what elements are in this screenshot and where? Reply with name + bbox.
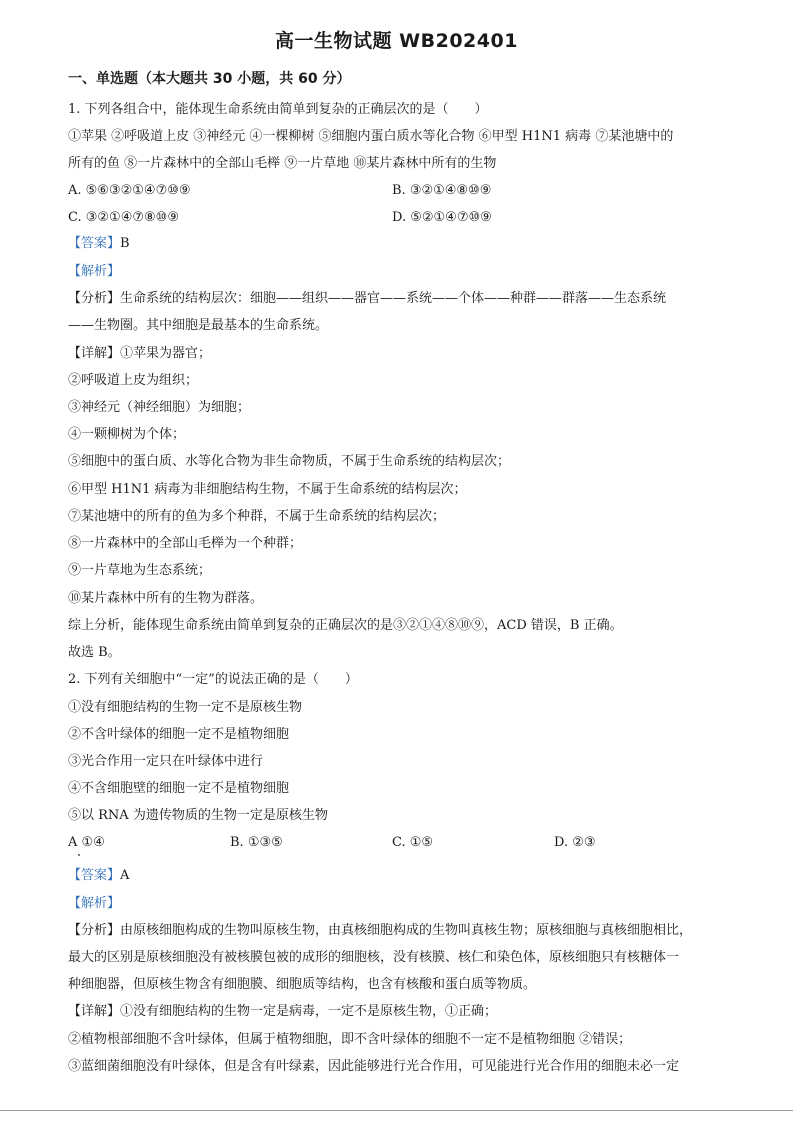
q1-items-line1: ①苹果 ②呼吸道上皮 ③神经元 ④一棵柳树 ⑤细胞内蛋白质水等化合物 ⑥甲型 H1N1 病毒 ⑦某池塘中的: [68, 129, 674, 144]
q1-option-c: C. ③②①④⑦⑧⑩⑨: [68, 210, 179, 225]
q1-detail-line: ⑦某池塘中的所有的鱼为多个种群，不属于生命系统的结构层次；: [68, 509, 446, 524]
q1-detail-line: ③神经元（神经细胞）为细胞；: [68, 400, 251, 415]
q1-option-d: D. ⑤②①④⑦⑩⑨: [392, 210, 492, 225]
q1-option-b: B. ③②①④⑧⑩⑨: [392, 183, 492, 198]
q1-fenxi: [68, 290, 728, 308]
detail-tag: 【详解】: [68, 346, 121, 361]
answer-value: B: [120, 236, 130, 251]
q1-analysis-tag: 【解析】: [68, 264, 121, 279]
q2-analysis-tag: 【解析】: [68, 896, 121, 911]
q2-option-a: A ①④: [68, 835, 105, 850]
q1-detail-line: ⑤细胞中的蛋白质、水等化合物为非生命物质，不属于生命系统的结构层次；: [68, 454, 511, 469]
section-heading: 一、单选题（本大题共 30 小题，共 60 分）: [68, 71, 351, 87]
page-title: 高一生物试题 WB202401: [275, 30, 518, 52]
q2-statement: ⑤以 RNA 为遗传物质的生物一定是原核生物: [68, 808, 328, 823]
q2-fenxi-line: 种细胞器，但原核生物含有细胞膜、细胞质等结构，也含有核酸和蛋白质等物质。: [68, 977, 537, 992]
q1-detail-line: ⑩某片森林中所有的生物为群落。: [68, 591, 264, 606]
q1-stem: 1. 下列各组合中，能体现生命系统由简单到复杂的正确层次的是（ ）: [68, 102, 488, 117]
q2-answer: [68, 867, 728, 885]
answer-tag: 【答案】: [68, 868, 121, 883]
q1-detail-first: [68, 345, 728, 363]
q2-option-c: C. ①⑤: [392, 835, 434, 850]
fenxi-tag: 【分析】: [68, 291, 121, 306]
q1-detail-line: ⑨一片草地为生态系统；: [68, 563, 212, 578]
q2-statement: ③光合作用一定只在叶绿体中进行: [68, 754, 264, 769]
q2-fenxi: [68, 922, 728, 940]
q1-detail-line: ⑧一片森林中的全部山毛榉为一个种群；: [68, 536, 303, 551]
detail-tag: 【详解】: [68, 1004, 121, 1019]
q2-detail-line: ②植物根部细胞不含叶绿体，但属于植物细胞，即不含叶绿体的细胞不一定不是植物细胞 ②错误；: [68, 1032, 632, 1047]
q1-items-line2: 所有的鱼 ⑧一片森林中的全部山毛榉 ⑨一片草地 ⑩某片森林中所有的生物: [68, 156, 497, 171]
q2-statement: ②不含叶绿体的细胞一定不是植物细胞: [68, 727, 290, 742]
fenxi-tag: 【分析】: [68, 923, 121, 938]
q1-answer: [68, 235, 728, 253]
q1-detail-line: ⑥甲型 H1N1 病毒为非细胞结构生物，不属于生命系统的结构层次；: [68, 482, 467, 497]
answer-value: A: [120, 868, 130, 883]
q2-statement: ④不含细胞壁的细胞一定不是植物细胞: [68, 781, 290, 796]
q2-fenxi-line: 最大的区别是原核细胞没有被核膜包被的成形的细胞核，没有核膜、核仁和染色体，原核细胞只有核糖体一: [68, 950, 680, 965]
detail-text: ①没有细胞结构的生物一定是病毒，一定不是原核生物，①正确；: [120, 1004, 498, 1019]
q2-option-b: B. ①③⑤: [230, 835, 283, 850]
fenxi-text: 由原核细胞构成的生物叫原核生物，由真核细胞构成的生物叫真核生物；原核细胞与真核细胞相比，: [120, 923, 693, 938]
q2-detail-first: [68, 1003, 728, 1021]
answer-tag: 【答案】: [68, 236, 121, 251]
q2-option-d: D. ②③: [554, 835, 596, 850]
q1-detail-line: ②呼吸道上皮为组织；: [68, 373, 199, 388]
q2-detail-line: ③蓝细菌细胞没有叶绿体，但是含有叶绿素，因此能够进行光合作用，可见能进行光合作用的细胞未必一定: [68, 1059, 680, 1074]
q1-option-a: A. ⑤⑥③②①④⑦⑩⑨: [68, 183, 191, 198]
q1-choice: 故选 B。: [68, 645, 121, 660]
q1-summary: 综上分析，能体现生命系统由简单到复杂的正确层次的是③②①④⑧⑩⑨，ACD 错误，B 正确。: [68, 618, 623, 633]
detail-text: ①苹果为器官；: [120, 346, 212, 361]
q2-statement: ①没有细胞结构的生物一定不是原核生物: [68, 700, 303, 715]
q1-detail-line: ④一颗柳树为个体；: [68, 427, 186, 442]
fenxi-text: 生命系统的结构层次：细胞——组织——器官——系统——个体——种群——群落——生态系统: [120, 291, 667, 306]
q2-stem: 2. 下列有关细胞中“一定”的说法正确的是（ ）: [68, 672, 358, 687]
q1-fenxi-line2: ——生物圈。其中细胞是最基本的生命系统。: [68, 318, 329, 333]
stray-dot: [78, 854, 80, 856]
footer-rule: [0, 1110, 793, 1111]
